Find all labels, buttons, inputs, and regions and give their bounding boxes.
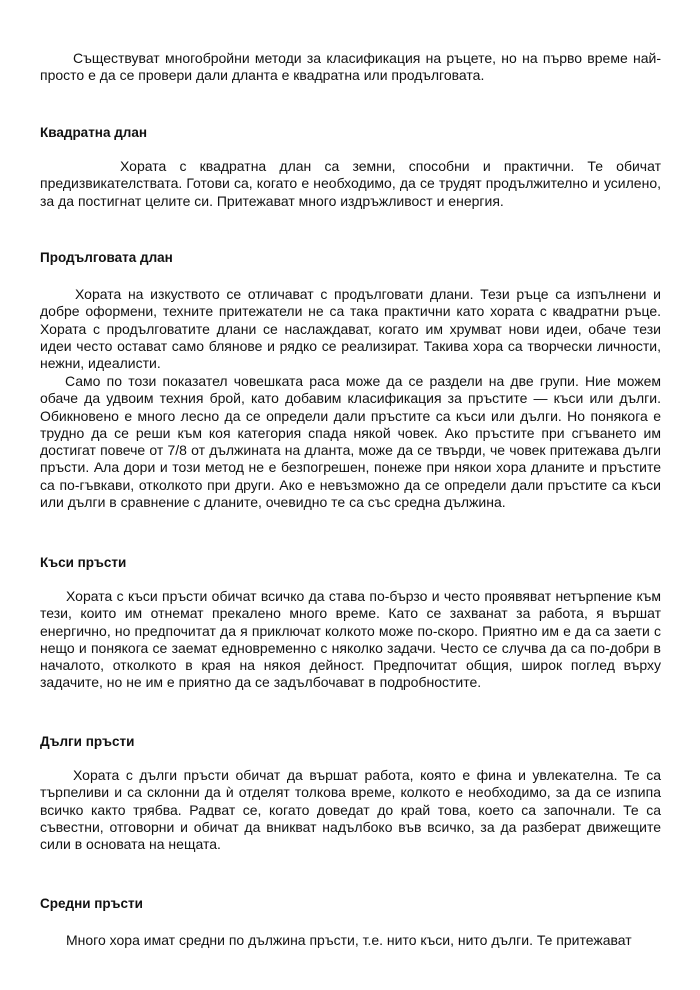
paragraph-long-palm-1: Хората на изкуството се отличават с продълговати длани. Тези ръце са изпълнени и добре оформени, техните притежатели не са така практични като хората с квадратни ръце. Хората с продълговатите длани се наслаждават, когато им хрумват нови идеи, обаче тези идеи често остават само блянове и рядко се реализират. Такива хора са творчески личности, нежни, идеалисти. (40, 286, 661, 372)
paragraph-long-palm-2: Само по този показател човешката раса може да се раздели на две групи. Ние можем обаче да удвоим техния брой, като добавим класификация за пръстите — къси или дълги. Обикновено е много лесно да се определи дали пръстите са къси или дълги. Но понякога е трудно да се реши към коя категория спада някой човек. Ако пръстите при сгъването им достигат повече от 7/8 от дължината на дланта, може да се твърди, че човек притежава дълги пръсти. Ала дори и този метод не е безпогрешен, понеже при някои хора дланите и пръстите са по-гъвкави, отколкото при други. Ако е невъзможно да се определи дали пръстите са къси или дълги в сравнение с дланите, очевидно те са със средна дължина. (40, 373, 661, 511)
heading-long-palm: Продълговата длан (40, 250, 173, 265)
heading-medium-fingers: Средни пръсти (40, 896, 143, 911)
heading-long-fingers: Дълги пръсти (40, 734, 135, 749)
heading-square-palm: Квадратна длан (40, 125, 148, 140)
paragraph-square-palm: Хората с квадратна длан са земни, способни и практични. Те обичат предизвикателствата. Готови са, когато е необходимо, да се трудят продължително и усилено, за да постигнат целите си. Притежават много издръжливост и енергия. (40, 158, 661, 209)
paragraph-long-fingers: Хората с дълги пръсти обичат да вършат работа, която е фина и увлекателна. Те са търпеливи и са склонни да ѝ отделят толкова време, колкото е необходимо, за да се изпипа всичко както трябва. Радват се, когато доведат до край това, което са започнали. Те са съвестни, отговорни и обичат да вникват надълбоко във всичко, за да разберат движещите сили в основата на нещата. (40, 767, 661, 853)
paragraph-short-fingers: Хората с къси пръсти обичат всичко да става по-бързо и често проявяват нетърпение към тези, които им отнемат прекалено много време. Като се захванат за работа, я вършат енергично, но предпочитат да я приключат колкото може по-скоро. Приятно им е да са заети с нещо и понякога се заемат едновременно с няколко задачи. Често се случва да са по-добри в началото, отколкото в края на някоя дейност. Предпочитат общия, широк поглед върху задачите, но не им е приятно да се задълбочават в подробностите. (40, 588, 661, 691)
paragraph-medium-fingers: Много хора имат средни по дължина пръсти, т.е. нито къси, нито дълги. Те притежават (66, 932, 632, 948)
heading-short-fingers: Къси пръсти (40, 555, 127, 570)
intro-paragraph: Съществуват многобройни методи за класификация на ръцете, но на първо време най-просто е да се провери дали дланта е квадратна или продълговата. (40, 50, 661, 84)
